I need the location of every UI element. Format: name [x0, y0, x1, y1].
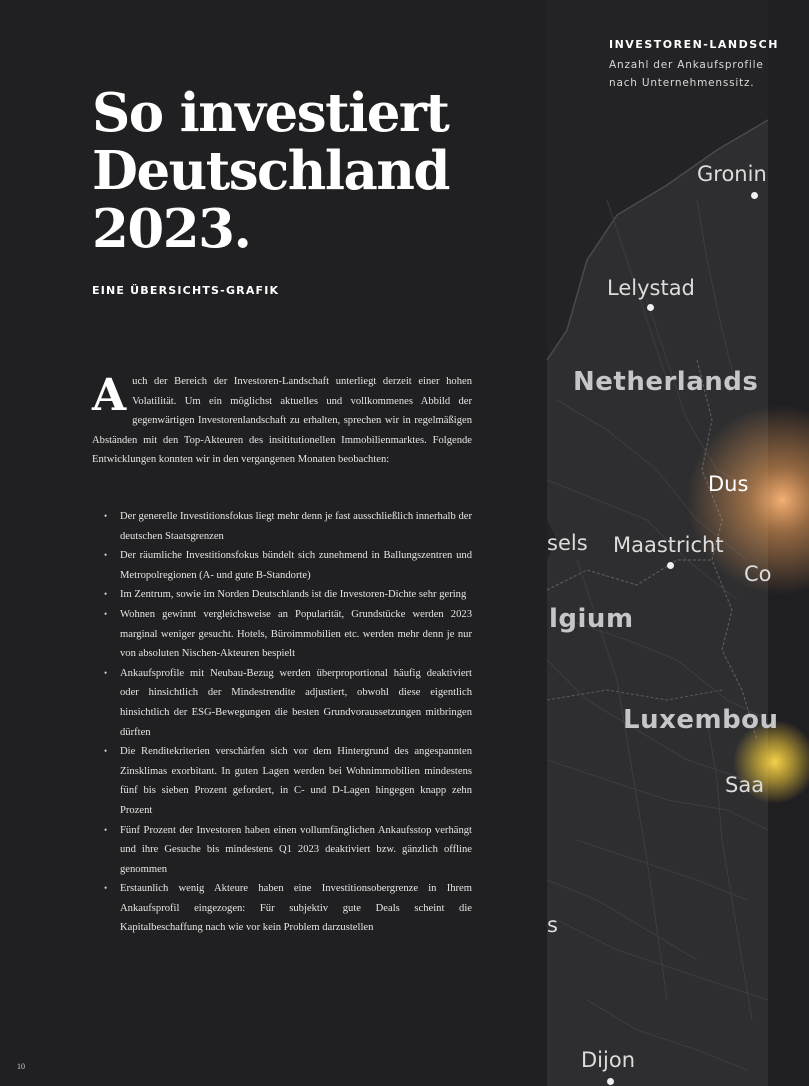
list-item: • Der generelle Investitionsfokus liegt mehr denn je fast ausschließlich innerhalb der deutschen Staatsgrenzen	[104, 507, 472, 546]
list-item: • Die Renditekriterien verschärfen sich vor dem Hintergrund des angespannten Zinsklimas exorbitant. In guten Lagen werden bei Wohnimmobilien mindestens fünf bis sieben Prozent gefordert, in C- und D-Lagen hingegen knapp zehn Prozent	[104, 742, 472, 820]
city-marker	[607, 1078, 614, 1085]
country-label-luxembourg: Luxembou	[623, 705, 779, 735]
intro-text: uch der Bereich der Investoren-Landschaft unterliegt derzeit einer hohen Volatilität. Um ein möglichst aktuelles und vollkommenes Abbild der gegenwärtigen Investorenlandschaft zu erhalten, sprechen wir in regelmäßigen Abständen mit den Top-Akteuren des insititutionellen Immobilienmarktes. Folgende Entwicklungen konnten wir in den vergangenen Monaten beobachten:	[92, 376, 472, 466]
investor-map	[547, 0, 779, 1086]
bullet-list	[104, 507, 472, 938]
map-subtitle-line: nach Unternehmenssitz.	[609, 76, 755, 89]
list-item: • Im Zentrum, sowie im Norden Deutschlands ist die Investoren-Dichte sehr gering	[104, 585, 472, 605]
country-label-netherlands: Netherlands	[573, 367, 759, 397]
city-label-partial: s	[547, 913, 558, 937]
city-marker	[751, 192, 758, 199]
page-number: 10	[17, 1062, 25, 1071]
title-line: So investiert	[92, 82, 449, 144]
list-item: • Ankaufsprofile mit Neubau-Bezug werden überproportional häufig deaktiviert oder hinsichtlich der Mindestrendite adjustiert, obwohl diese eigentlich hinsichtlich der ESG-Bewegungen die besten Grundvoraussetzungen mitbringen dürften	[104, 664, 472, 742]
city-label-lelystad: Lelystad	[607, 276, 695, 300]
country-label-belgium: lgium	[549, 604, 634, 634]
list-item: • Erstaunlich wenig Akteure haben eine Investitionsobergrenze in Ihrem Ankaufsprofil eingezogen: Für subjektiv gute Deals scheint die Kapitalbeschaffung nach wie vor kein Problem darzustellen	[104, 879, 472, 938]
city-label-saarbruecken: Saa	[725, 773, 765, 797]
title-line: Deutschland	[92, 140, 449, 202]
map-title: INVESTOREN-LANDSCH	[609, 38, 779, 51]
map-subtitle	[609, 57, 809, 92]
list-item: • Fünf Prozent der Investoren haben einen vollumfänglichen Ankaufsstop verhängt und ihre Gesuche bis mindestens Q1 2023 deaktiviert bzw. gänzlich offline genommen	[104, 821, 472, 880]
city-label-dijon: Dijon	[581, 1048, 635, 1072]
city-label-groningen: Gronin	[697, 162, 767, 186]
title-line: 2023.	[92, 198, 251, 260]
intro-paragraph	[92, 372, 472, 470]
drop-cap: A	[92, 370, 127, 421]
list-item: • Wohnen gewinnt vergleichsweise an Popularität, Grundstücke werden 2023 marginal weniger gesucht. Hotels, Büroimmobilien etc. werden mehr denn je nur von absoluten Nischen-Akteuren bespielt	[104, 605, 472, 664]
city-label-maastricht: Maastricht	[613, 533, 724, 557]
page-title	[92, 84, 512, 258]
map-subtitle-line: Anzahl der Ankaufsprofile	[609, 59, 764, 71]
city-marker	[667, 562, 674, 569]
city-label-cologne: Co	[744, 562, 772, 586]
page-subtitle: EINE ÜBERSICHTS-GRAFIK	[92, 284, 280, 297]
city-marker	[647, 304, 654, 311]
city-label-brussels: sels	[547, 531, 588, 555]
list-item: • Der räumliche Investitionsfokus bündelt sich zunehmend in Ballungszentren und Metropolregionen (A- und gute B-Standorte)	[104, 546, 472, 585]
city-label-duesseldorf: Dus	[708, 472, 749, 496]
